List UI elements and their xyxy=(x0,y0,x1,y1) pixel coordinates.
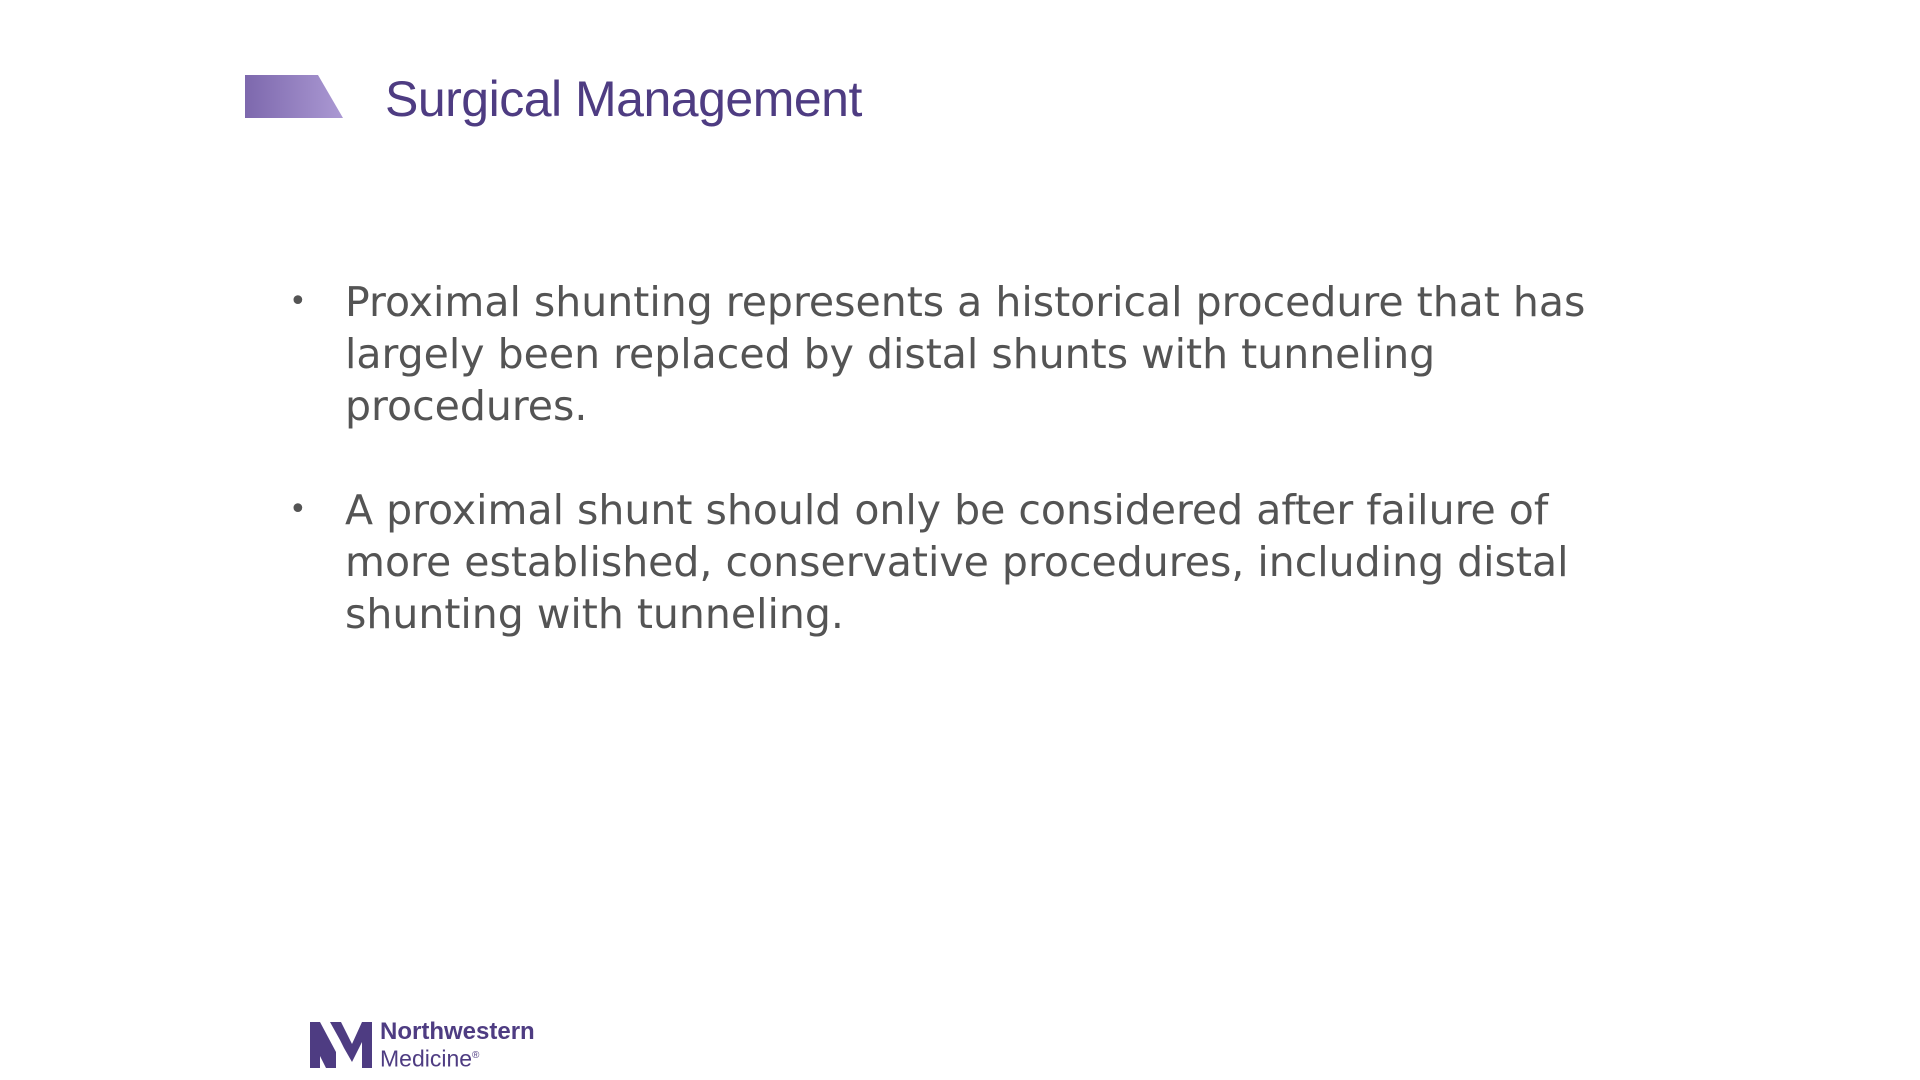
registered-mark-icon: ® xyxy=(472,1049,480,1061)
northwestern-medicine-logo xyxy=(310,1017,535,1072)
bullet-text: Proximal shunting represents a historical procedure that has largely been replaced by distal shunts with tunneling procedures. xyxy=(345,278,1586,430)
bullet-item xyxy=(285,484,1655,640)
logo-line-northwestern: Northwestern xyxy=(380,1017,535,1045)
bullet-icon: • xyxy=(289,284,307,319)
bullet-icon: • xyxy=(289,492,307,527)
title-accent-bar xyxy=(245,75,343,118)
slide-title: Surgical Management xyxy=(385,71,862,127)
nm-logo-icon xyxy=(310,1022,372,1068)
bullet-text: A proximal shunt should only be considered after failure of more established, conservative procedures, including distal shunting with tunneling. xyxy=(345,486,1569,638)
logo-wordmark xyxy=(380,1017,535,1072)
bullet-list xyxy=(285,276,1655,692)
logo-medicine-text: Medicine xyxy=(380,1045,473,1072)
bullet-item xyxy=(285,276,1655,432)
logo-line-medicine xyxy=(380,1044,535,1071)
